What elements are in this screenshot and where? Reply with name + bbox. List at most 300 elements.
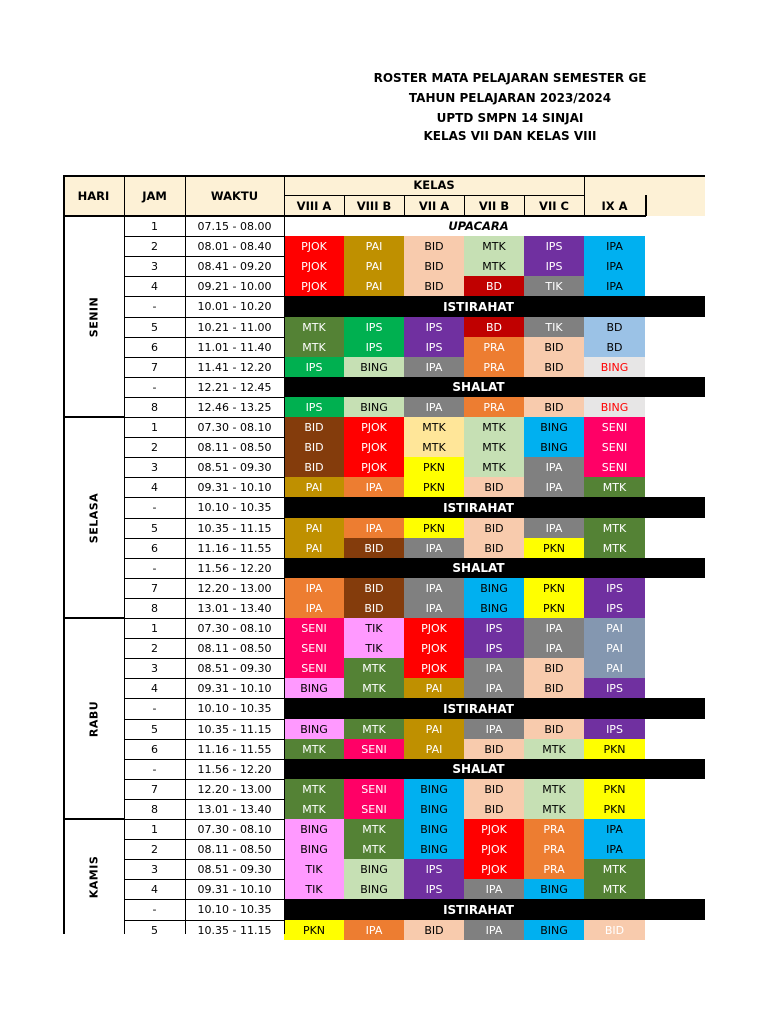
ceremony-row	[284, 216, 705, 236]
header-waktu: WAKTU	[210, 188, 259, 203]
subject-cell: BID	[464, 779, 524, 799]
jam-cell: 6	[151, 340, 158, 354]
subject-cell: BING	[404, 779, 464, 799]
grid-line	[124, 317, 284, 318]
grid-line	[124, 296, 284, 297]
jam-cell: -	[152, 300, 157, 313]
subject-cell: IPS	[464, 638, 524, 658]
waktu-cell: 10.35 - 11.15	[197, 722, 272, 736]
subject-cell: IPA	[524, 638, 584, 658]
subject-cell: IPA	[284, 578, 344, 598]
subject-cell: PJOK	[464, 819, 524, 839]
ceremony-label: UPACARA	[448, 219, 509, 233]
waktu-cell: 08.51 - 09.30	[197, 862, 272, 876]
subject-cell: IPS	[404, 879, 464, 899]
subject-cell: BD	[464, 317, 524, 337]
subject-cell: BID	[404, 256, 464, 276]
subject-cell: PJOK	[284, 276, 344, 296]
jam-cell: -	[152, 762, 157, 776]
waktu-cell: 08.01 - 08.40	[197, 239, 272, 253]
grid-line	[124, 477, 284, 478]
jam-cell: -	[152, 561, 157, 575]
jam-cell: 8	[151, 601, 158, 615]
subject-cell: BID	[404, 276, 464, 296]
subject-cell: PJOK	[464, 859, 524, 879]
grid-line	[124, 337, 284, 338]
grid-line	[124, 538, 284, 539]
subject-cell: BID	[464, 799, 524, 819]
grid-line	[124, 236, 284, 237]
grid-line	[63, 215, 646, 217]
break-band	[284, 759, 705, 779]
subject-cell: IPA	[584, 236, 645, 256]
jam-cell: 5	[151, 521, 158, 535]
subject-cell: IPA	[584, 276, 645, 296]
subject-cell: TIK	[284, 859, 344, 879]
subject-cell: PKN	[584, 779, 645, 799]
subject-cell: IPA	[464, 920, 524, 940]
subject-cell: MTK	[344, 678, 404, 698]
grid-line	[284, 175, 285, 216]
break-label: ISTIRAHAT	[443, 299, 514, 314]
subject-cell: SENI	[284, 658, 344, 678]
subject-cell: BING	[284, 678, 344, 698]
subject-cell: IPS	[404, 317, 464, 337]
subject-cell: SENI	[344, 799, 404, 819]
subject-cell: BD	[584, 317, 645, 337]
subject-cell: PJOK	[404, 658, 464, 678]
subject-cell: BING	[344, 397, 404, 417]
subject-cell: PAI	[404, 719, 464, 739]
subject-cell: PAI	[584, 618, 645, 638]
subject-cell: IPS	[344, 317, 404, 337]
subject-cell: IPA	[524, 457, 584, 477]
subject-cell: PJOK	[404, 618, 464, 638]
waktu-cell: 11.01 - 11.40	[197, 340, 272, 354]
waktu-cell: 08.11 - 08.50	[197, 440, 272, 454]
header-class: VIII B	[356, 198, 392, 213]
subject-cell: PAI	[284, 477, 344, 497]
waktu-cell: 10.10 - 10.35	[197, 903, 272, 916]
break-band	[284, 899, 705, 920]
subject-cell: BID	[344, 538, 404, 558]
waktu-cell: 09.31 - 10.10	[197, 480, 272, 494]
subject-cell: TIK	[524, 276, 584, 296]
grid-line	[124, 497, 284, 498]
subject-cell: MTK	[344, 658, 404, 678]
subject-cell: PAI	[404, 739, 464, 759]
grid-line	[63, 617, 124, 619]
subject-cell: IPA	[584, 819, 645, 839]
subject-cell: BID	[344, 598, 404, 618]
subject-cell: BID	[404, 920, 464, 940]
grid-line	[63, 175, 65, 934]
jam-cell: 5	[151, 722, 158, 736]
jam-cell: 3	[151, 862, 158, 876]
grid-line	[124, 276, 284, 277]
subject-cell: BID	[464, 538, 524, 558]
subject-cell: BING	[524, 437, 584, 457]
subject-cell: IPA	[464, 658, 524, 678]
subject-cell: IPA	[404, 357, 464, 377]
subject-cell: PJOK	[404, 638, 464, 658]
subject-cell: SENI	[344, 739, 404, 759]
subject-cell: IPA	[344, 518, 404, 538]
subject-cell: BING	[524, 920, 584, 940]
subject-cell: TIK	[344, 638, 404, 658]
subject-cell: PRA	[524, 839, 584, 859]
subject-cell: BID	[344, 578, 404, 598]
title-line-1: ROSTER MATA PELAJARAN SEMESTER GE	[373, 71, 647, 85]
subject-cell: PAI	[404, 678, 464, 698]
jam-cell: -	[152, 380, 157, 394]
subject-cell: MTK	[284, 739, 344, 759]
grid-line	[124, 256, 284, 257]
subject-cell: BID	[524, 719, 584, 739]
waktu-cell: 12.20 - 13.00	[197, 782, 272, 796]
grid-line	[124, 739, 284, 740]
subject-cell: MTK	[404, 417, 464, 437]
grid-line	[124, 377, 284, 378]
break-band	[284, 497, 705, 518]
subject-cell: PKN	[404, 518, 464, 538]
jam-cell: 4	[151, 480, 158, 494]
waktu-cell: 09.21 - 10.00	[197, 279, 272, 293]
subject-cell: SENI	[584, 457, 645, 477]
subject-cell: BING	[464, 598, 524, 618]
break-label: ISTIRAHAT	[443, 701, 514, 716]
subject-cell: PJOK	[344, 457, 404, 477]
grid-line	[124, 437, 284, 438]
subject-cell: PAI	[344, 256, 404, 276]
subject-cell: IPA	[464, 879, 524, 899]
jam-cell: 1	[151, 822, 158, 836]
subject-cell: SENI	[284, 638, 344, 658]
header-hari: HARI	[77, 188, 110, 203]
subject-cell: BING	[344, 357, 404, 377]
subject-cell: PJOK	[284, 236, 344, 256]
subject-cell: MTK	[284, 337, 344, 357]
break-band	[284, 377, 705, 397]
waktu-cell: 08.41 - 09.20	[197, 259, 272, 273]
grid-line	[124, 658, 284, 659]
grid-line	[124, 799, 284, 800]
subject-cell: BING	[284, 819, 344, 839]
break-band	[284, 698, 705, 719]
subject-cell: PAI	[284, 518, 344, 538]
grid-line	[124, 719, 284, 720]
grid-line	[63, 416, 124, 418]
subject-cell: TIK	[524, 317, 584, 337]
break-label: SHALAT	[452, 380, 505, 394]
waktu-cell: 10.35 - 11.15	[197, 923, 272, 937]
subject-cell: MTK	[584, 859, 645, 879]
grid-line	[124, 578, 284, 579]
grid-line	[124, 417, 284, 418]
subject-cell: IPS	[584, 719, 645, 739]
jam-cell: 6	[151, 541, 158, 555]
subject-cell: MTK	[584, 518, 645, 538]
subject-cell: MTK	[284, 799, 344, 819]
subject-cell: BID	[524, 397, 584, 417]
jam-cell: 8	[151, 400, 158, 414]
subject-cell: IPS	[584, 578, 645, 598]
break-label: SHALAT	[452, 762, 505, 776]
grid-line	[63, 175, 705, 177]
subject-cell: SENI	[584, 417, 645, 437]
subject-cell: PJOK	[284, 256, 344, 276]
header-class: VII B	[478, 198, 510, 213]
jam-cell: 4	[151, 681, 158, 695]
waktu-cell: 07.30 - 08.10	[197, 822, 272, 836]
subject-cell: MTK	[524, 739, 584, 759]
subject-cell: MTK	[464, 437, 524, 457]
header-jam: JAM	[142, 188, 167, 203]
grid-line	[124, 920, 284, 921]
grid-line	[464, 195, 465, 216]
subject-cell: PKN	[524, 578, 584, 598]
jam-cell: 1	[151, 219, 158, 233]
subject-cell: MTK	[344, 839, 404, 859]
subject-cell: IPA	[404, 397, 464, 417]
day-label: SENIN	[87, 296, 100, 337]
subject-cell: IPA	[584, 256, 645, 276]
jam-cell: 7	[151, 581, 158, 595]
subject-cell: MTK	[464, 457, 524, 477]
subject-cell: BING	[344, 859, 404, 879]
subject-cell: PKN	[404, 477, 464, 497]
subject-cell: BID	[524, 357, 584, 377]
day-label: RABU	[87, 700, 100, 737]
grid-line	[124, 879, 284, 880]
subject-cell: BID	[284, 437, 344, 457]
grid-line	[124, 457, 284, 458]
subject-cell: IPS	[524, 236, 584, 256]
subject-cell: IPA	[404, 598, 464, 618]
jam-cell: -	[152, 702, 157, 715]
subject-cell: BID	[284, 457, 344, 477]
subject-cell: TIK	[344, 618, 404, 638]
subject-cell: BING	[404, 799, 464, 819]
subject-cell: IPA	[404, 578, 464, 598]
subject-cell: IPA	[524, 618, 584, 638]
subject-cell: BING	[344, 879, 404, 899]
subject-cell: BID	[464, 477, 524, 497]
waktu-cell: 11.41 - 12.20	[197, 360, 272, 374]
jam-cell: -	[152, 501, 157, 514]
subject-cell: PKN	[404, 457, 464, 477]
subject-cell: BING	[524, 879, 584, 899]
jam-cell: 5	[151, 923, 158, 937]
grid-line	[124, 638, 284, 639]
subject-cell: BING	[284, 839, 344, 859]
grid-line	[124, 618, 284, 619]
subject-cell: BID	[524, 658, 584, 678]
subject-cell: BING	[524, 417, 584, 437]
subject-cell: PKN	[524, 538, 584, 558]
waktu-cell: 08.51 - 09.30	[197, 460, 272, 474]
subject-cell: BING	[404, 819, 464, 839]
subject-cell: TIK	[284, 879, 344, 899]
subject-cell: BING	[584, 397, 645, 417]
header-class: VII A	[418, 198, 450, 213]
subject-cell: MTK	[464, 256, 524, 276]
jam-cell: 5	[151, 320, 158, 334]
jam-cell: 2	[151, 641, 158, 655]
subject-cell: SENI	[284, 618, 344, 638]
jam-cell: 1	[151, 420, 158, 434]
waktu-cell: 11.16 - 11.55	[197, 541, 272, 555]
subject-cell: PAI	[284, 538, 344, 558]
grid-line	[284, 175, 285, 934]
subject-cell: SENI	[584, 437, 645, 457]
waktu-cell: 12.20 - 13.00	[197, 581, 272, 595]
subject-cell: PAI	[344, 236, 404, 256]
subject-cell: MTK	[344, 819, 404, 839]
subject-cell: MTK	[584, 538, 645, 558]
subject-cell: BID	[524, 678, 584, 698]
grid-line	[124, 859, 284, 860]
subject-cell: BID	[404, 236, 464, 256]
jam-cell: -	[152, 903, 157, 916]
jam-cell: 3	[151, 259, 158, 273]
grid-line	[344, 195, 345, 216]
header-kelas: KELAS	[413, 178, 455, 192]
jam-cell: 3	[151, 661, 158, 675]
subject-cell: MTK	[284, 317, 344, 337]
subject-cell: MTK	[404, 437, 464, 457]
break-band	[284, 296, 705, 317]
grid-line	[645, 195, 647, 216]
subject-cell: PJOK	[344, 417, 404, 437]
grid-line	[124, 598, 284, 599]
title-line-3: UPTD SMPN 14 SINJAI	[436, 111, 584, 125]
waktu-cell: 10.21 - 11.00	[197, 320, 272, 334]
subject-cell: PKN	[584, 799, 645, 819]
waktu-cell: 07.30 - 08.10	[197, 420, 272, 434]
jam-cell: 2	[151, 239, 158, 253]
subject-cell: MTK	[524, 779, 584, 799]
subject-cell: IPA	[464, 719, 524, 739]
grid-line	[124, 698, 284, 699]
grid-line	[124, 397, 284, 398]
jam-cell: 2	[151, 842, 158, 856]
jam-cell: 7	[151, 782, 158, 796]
waktu-cell: 09.31 - 10.10	[197, 681, 272, 695]
subject-cell: BING	[464, 578, 524, 598]
subject-cell: MTK	[344, 719, 404, 739]
waktu-cell: 10.35 - 11.15	[197, 521, 272, 535]
break-label: ISTIRAHAT	[443, 500, 514, 515]
waktu-cell: 07.30 - 08.10	[197, 621, 272, 635]
subject-cell: PKN	[524, 598, 584, 618]
subject-cell: PRA	[464, 357, 524, 377]
subject-cell: IPS	[344, 337, 404, 357]
subject-cell: IPS	[584, 678, 645, 698]
subject-cell: PKN	[284, 920, 344, 940]
subject-cell: PRA	[524, 819, 584, 839]
subject-cell: PRA	[524, 859, 584, 879]
subject-cell: IPS	[464, 618, 524, 638]
subject-cell: PAI	[344, 276, 404, 296]
jam-cell: 1	[151, 621, 158, 635]
subject-cell: PKN	[584, 739, 645, 759]
waktu-cell: 09.31 - 10.10	[197, 882, 272, 896]
waktu-cell: 10.10 - 10.35	[197, 702, 272, 715]
subject-cell: PAI	[584, 638, 645, 658]
subject-cell: PAI	[584, 658, 645, 678]
waktu-cell: 10.01 - 10.20	[197, 300, 272, 313]
grid-line	[124, 558, 284, 559]
waktu-cell: 13.01 - 13.40	[197, 802, 272, 816]
subject-cell: PRA	[464, 397, 524, 417]
grid-line	[63, 818, 124, 820]
subject-cell: IPA	[404, 538, 464, 558]
subject-cell: MTK	[584, 477, 645, 497]
title-line-2: TAHUN PELAJARAN 2023/2024	[408, 91, 612, 105]
waktu-cell: 11.56 - 12.20	[197, 762, 272, 776]
break-label: SHALAT	[452, 561, 505, 575]
subject-cell: IPA	[584, 839, 645, 859]
grid-line	[124, 899, 284, 900]
header-class: VIII A	[296, 198, 332, 213]
subject-cell: BID	[284, 417, 344, 437]
waktu-cell: 08.11 - 08.50	[197, 842, 272, 856]
subject-cell: MTK	[284, 779, 344, 799]
waktu-cell: 08.11 - 08.50	[197, 641, 272, 655]
waktu-cell: 08.51 - 09.30	[197, 661, 272, 675]
subject-cell: MTK	[584, 879, 645, 899]
subject-cell: IPA	[284, 598, 344, 618]
subject-cell: MTK	[464, 236, 524, 256]
grid-line	[185, 175, 186, 934]
subject-cell: MTK	[464, 417, 524, 437]
grid-line	[124, 518, 284, 519]
grid-line	[124, 839, 284, 840]
subject-cell: IPS	[404, 337, 464, 357]
subject-cell: IPS	[584, 598, 645, 618]
jam-cell: 6	[151, 742, 158, 756]
subject-cell: BID	[464, 739, 524, 759]
jam-cell: 4	[151, 882, 158, 896]
grid-line	[404, 195, 405, 216]
break-label: ISTIRAHAT	[443, 902, 514, 917]
subject-cell: PJOK	[464, 839, 524, 859]
subject-cell: IPA	[344, 920, 404, 940]
title-line-4: KELAS VII DAN KELAS VIII	[423, 129, 597, 143]
subject-cell: MTK	[524, 799, 584, 819]
header-class: IX A	[601, 198, 628, 213]
subject-cell: BD	[464, 276, 524, 296]
waktu-cell: 12.46 - 13.25	[197, 400, 272, 414]
subject-cell: IPS	[524, 256, 584, 276]
header-class: VII C	[539, 198, 569, 213]
subject-cell: SENI	[344, 779, 404, 799]
day-label: KAMIS	[87, 855, 100, 898]
subject-cell: BD	[584, 337, 645, 357]
grid-line	[284, 195, 585, 196]
subject-cell: BID	[524, 337, 584, 357]
subject-cell: BID	[464, 518, 524, 538]
jam-cell: 8	[151, 802, 158, 816]
subject-cell: BING	[284, 719, 344, 739]
waktu-cell: 12.21 - 12.45	[197, 380, 272, 394]
waktu-cell: 13.01 - 13.40	[197, 601, 272, 615]
jam-cell: 7	[151, 360, 158, 374]
jam-cell: 3	[151, 460, 158, 474]
subject-cell: BING	[404, 839, 464, 859]
subject-cell: PJOK	[344, 437, 404, 457]
